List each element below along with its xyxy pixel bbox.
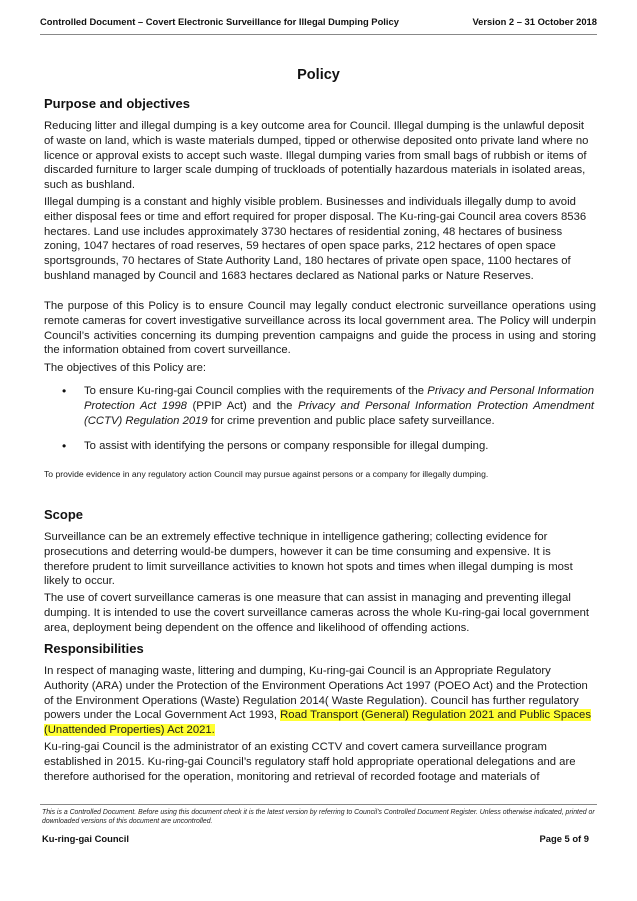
purpose-paragraph-1: Reducing litter and illegal dumping is a key outcome area for Council. Illegal dumping is the unlawful deposit of waste on land, which is waste materials dumped, tipped or otherwise deposited onto private land where no licence or approval exists to accept such waste. Illegal dumping varies from small bags of rubbish or items of discarded furniture to larger scale dumping of truckloads of potentially hazardous materials in isolated areas, such as bushland. [44, 120, 589, 192]
responsibilities-heading: Responsibilities [44, 641, 144, 656]
header-divider [40, 34, 597, 35]
objective-bullet-1: To ensure Ku-ring-gai Council complies with the requirements of the Privacy and Personal Information Protection Act 1998 (PPIP Act) and the Privacy and Personal Information Protection Amendment (CCTV) Regulation 2019 for crime prevention and public place safety surveillance. [84, 385, 594, 427]
responsibilities-paragraph-2: Ku-ring-gai Council is the administrator of an existing CCTV and covert camera surveillance program established in 2015. Ku-ring-gai Council’s regulatory staff hold appropriate operational delegations and are therefore authorised for the operation, monitoring and retrieval of recorded footage and materials of [44, 741, 576, 783]
scope-paragraph-2: The use of covert surveillance cameras is one measure that can assist in managing and preventing illegal dumping. It is intended to use the covert surveillance cameras across the whole Ku-ring-gai local government area, deployment being dependent on the offence and likelihood of offending actions. [44, 592, 590, 634]
page-title: Policy [297, 67, 340, 83]
bullet-marker: • [62, 439, 67, 453]
evidence-note: To provide evidence in any regulatory action Council may pursue against persons or a company for illegally dumping. [44, 469, 489, 479]
purpose-paragraph-3: The purpose of this Policy is to ensure Council may legally conduct electronic surveillance operations using remote cameras for covert investigative surveillance across its local government area. The Policy will underpin Council’s activities concerning its dumping prevention campaigns and guide the process in using and storing the information obtained from covert surveillance. [44, 300, 596, 357]
header-version: Version 2 – 31 October 2018 [472, 16, 597, 27]
responsibilities-paragraph-1: In respect of managing waste, littering and dumping, Ku-ring-gai Council is an Appropriate Regulatory Authority (ARA) under the Protection of the Environment Operations Act 1997 (POEO Act) and the Protection of the Environment Operations (Waste) Regulation 2014( Waste Regulation). Council has further regulatory powers under the Local Government Act 1993, Road Transport (General) Regulation 2021 and Public Spaces (Unattended Properties) Act 2021. [44, 665, 591, 737]
document-header [40, 16, 597, 27]
scope-paragraph-1: Surveillance can be an extremely effective technique in intelligence gathering; collecting evidence for prosecutions and deterring would-be dumpers, however it can be time consuming and expensive. It is therefore prudent to limit surveillance activities to known hot spots and times when illegal dumping is most likely to occur. [44, 531, 573, 588]
controlled-document-notice: This is a Controlled Document. Before using this document check it is the latest version by referring to Council’s Controlled Document Register. Unless otherwise indicated, printed or downloaded versions of this document are uncontrolled. [42, 809, 595, 825]
footer-divider [40, 804, 597, 805]
objectives-intro: The objectives of this Policy are: [44, 362, 206, 374]
purpose-paragraph-2: Illegal dumping is a constant and highly visible problem. Businesses and individuals illegally dump to avoid either disposal fees or time and effort required for proper disposal. The Ku-ring-gai Council area covers 8536 hectares. Land use includes approximately 3730 hectares of residential zoning, 48 hectares of business zoning, 1047 hectares of road reserves, 59 hectares of open space parks, 212 hectares of open space sportsgrounds, 70 hectares of State Authority Land, 180 hectares of private open space, 1100 hectares of bushland managed by Council and 1683 hectares declared as National parks or Nature Reserves. [44, 196, 587, 282]
purpose-heading: Purpose and objectives [44, 96, 190, 111]
highlighted-legislation: Road Transport (General) Regulation 2021 and Public Spaces (Unattended Properties) Act 2021. [44, 709, 591, 737]
bullet-marker: • [62, 384, 67, 398]
header-title: Controlled Document – Covert Electronic Surveillance for Illegal Dumping Policy [40, 16, 399, 27]
objective-bullet-2: To assist with identifying the persons or company responsible for illegal dumping. [84, 440, 489, 452]
footer-organisation: Ku-ring-gai Council [42, 833, 129, 844]
page-number: Page 5 of 9 [539, 833, 589, 844]
scope-heading: Scope [44, 507, 84, 522]
